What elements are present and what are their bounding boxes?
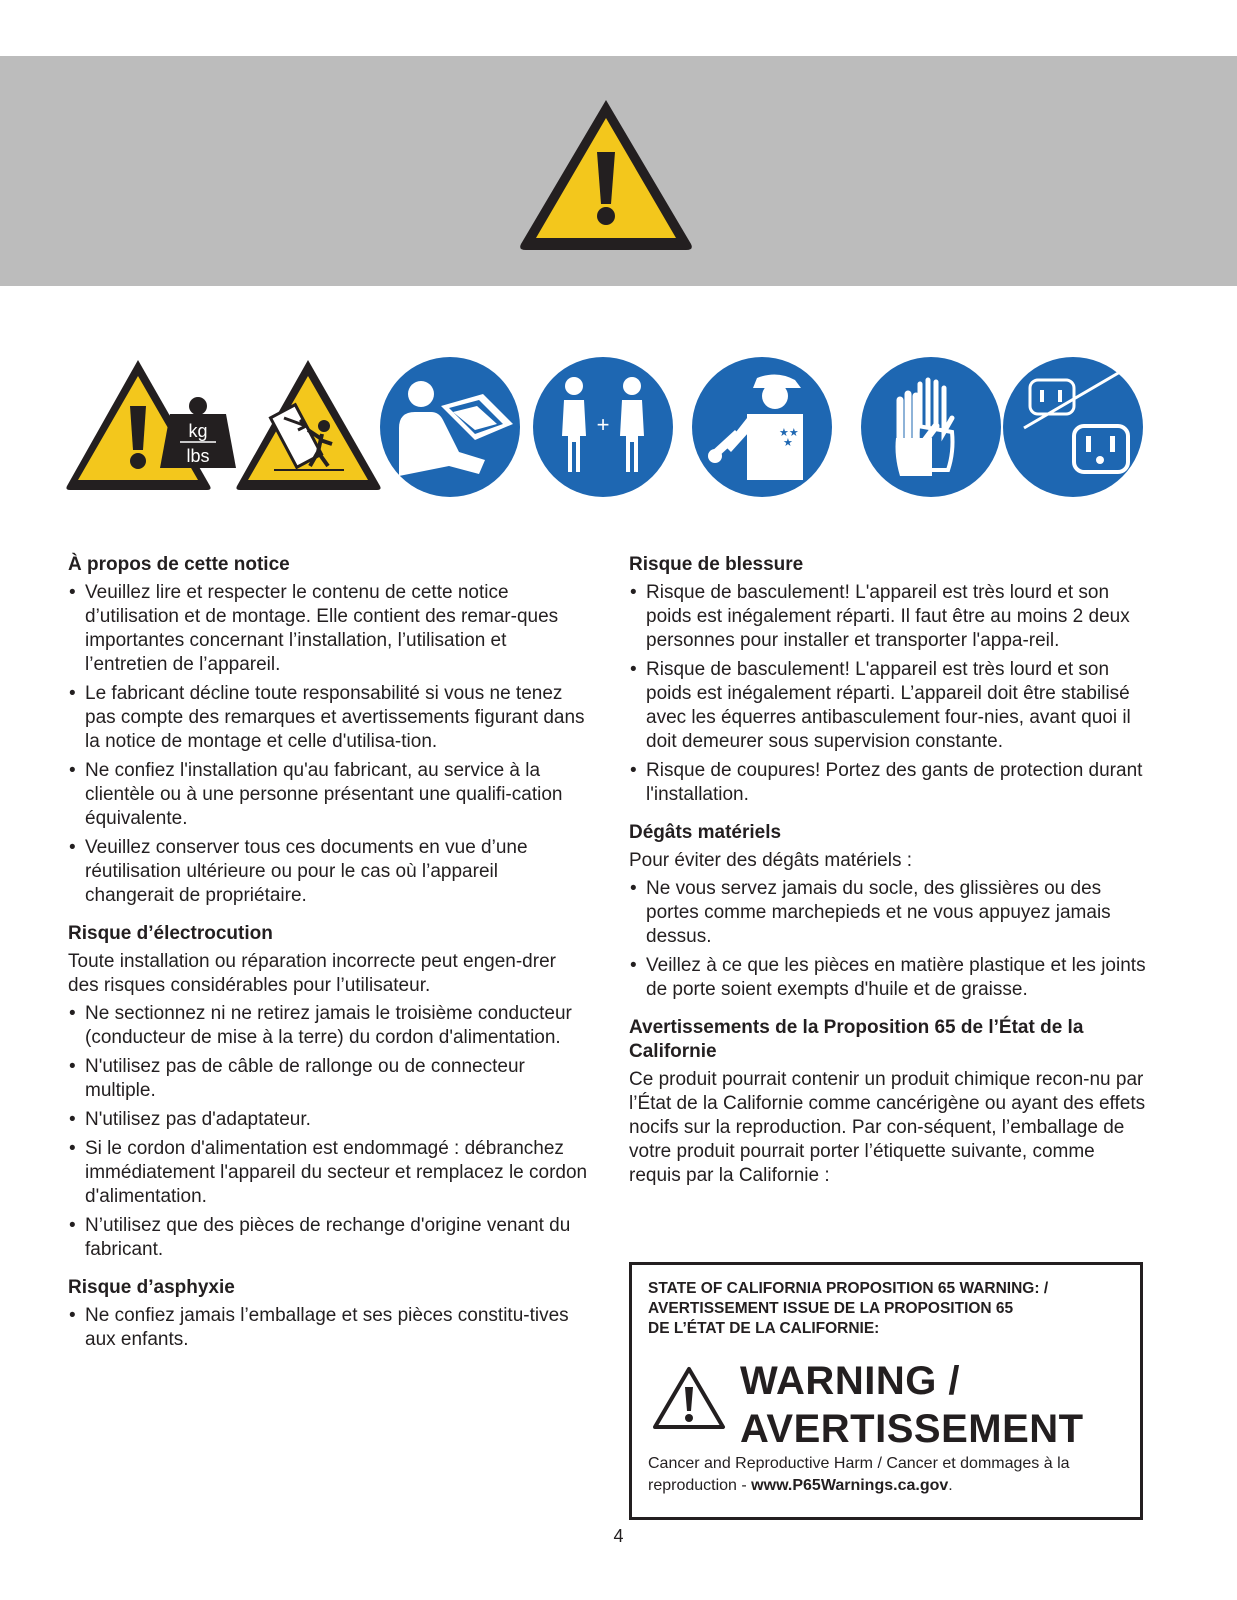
list-item: • N’utilisez que des pièces de rechange d'origine venant du fabricant. — [68, 1214, 588, 1262]
prop65-url: www.P65Warnings.ca.gov — [751, 1477, 949, 1494]
list-item: • Risque de basculement! L'appareil est très lourd et son poids est inégalement réparti. Il faut être au moins 2 deux personnes pour installer et transporter l'appa-reil. — [629, 581, 1149, 653]
warning-triangle-outline-icon — [652, 1365, 726, 1431]
prop65-header — [648, 1279, 1138, 1339]
warning-heading-line: AVERTISSEMENT — [740, 1407, 1084, 1451]
list-item: • N'utilisez pas de câble de rallonge ou de connecteur multiple. — [68, 1055, 588, 1103]
section-asphyxia — [68, 1276, 588, 1352]
section-title: À propos de cette notice — [68, 554, 290, 575]
warning-heading — [740, 1357, 1084, 1453]
list-item: • Veuillez conserver tous ces documents en vue d’une réutilisation ultérieure ou pour le cas où l’appareil changerait de propriétaire. — [68, 836, 588, 908]
section-title: Risque de blessure — [629, 554, 804, 575]
list-item: • N'utilisez pas d'adaptateur. — [68, 1108, 588, 1132]
prop65-warning-label — [629, 1262, 1143, 1520]
prop65-header-line: AVERTISSEMENT ISSUE DE LA PROPOSITION 65 — [648, 1300, 1014, 1317]
section-intro: Pour éviter des dégâts matériels : — [629, 850, 913, 871]
list-item: • Si le cordon d'alimentation est endommagé : débranchez immédiatement l'appareil du secteur et remplacez le cordon d'alimentation. — [68, 1137, 588, 1209]
safety-icons-row — [64, 356, 1154, 496]
section-electrocution — [68, 922, 588, 1262]
section-intro: Toute installation ou réparation incorrecte peut engen-drer des risques considérables pour l’utilisateur. — [68, 951, 556, 996]
section-title: Dégâts matériels — [629, 822, 782, 843]
page-number: 4 — [613, 1526, 624, 1546]
section-title: Risque d’électrocution — [68, 923, 273, 944]
lbs-label: lbs — [186, 446, 210, 466]
two-persons-icon — [532, 356, 674, 498]
warning-triangle-icon — [516, 94, 696, 254]
list-item: • Ne sectionnez ni ne retirez jamais le troisième conducteur (conducteur de mise à la terre) du cordon d'alimentation. — [68, 1002, 588, 1050]
prop65-header-line: STATE OF CALIFORNIA PROPOSITION 65 WARNING: / — [648, 1280, 1049, 1297]
plus-label: + — [596, 412, 610, 437]
qualified-technician-icon — [691, 356, 833, 498]
section-prop65 — [629, 1016, 1149, 1188]
svg-text:★★: ★★ — [779, 426, 799, 439]
section-intro: Ce produit pourrait contenir un produit chimique recon-nu par l’État de la Californie comme cancérigène ou ayant des effets nocifs sur la reproduction. Par con-séquent, l’emballage de votre produit pourrait porter l’étiquette suivante, comme requis par la Californie : — [629, 1069, 1146, 1186]
warning-heading-line: WARNING / — [740, 1359, 961, 1403]
section-title: Risque d’asphyxie — [68, 1277, 235, 1298]
right-column — [629, 553, 1149, 1202]
section-material-damage — [629, 821, 1149, 1002]
prop65-footer-end: . — [948, 1477, 953, 1494]
tipping-hazard-warning-icon — [234, 356, 382, 492]
kg-label: kg — [188, 421, 208, 441]
list-item: • Le fabricant décline toute responsabilité si vous ne tenez pas compte des remarques et avertissements figurant dans la notice de montage et celle d'utilisa-tion. — [68, 682, 588, 754]
svg-text:★: ★ — [783, 436, 793, 449]
prop65-header-line: DE L’ÉTAT DE LA CALIFORNIE: — [648, 1320, 880, 1337]
section-about-notice — [68, 553, 588, 908]
prop65-footer — [648, 1453, 1138, 1497]
list-item: • Veuillez lire et respecter le contenu de cette notice d’utilisation et de montage. Elle contient des remar-ques importantes concernant l’installation, l’utilisation et l’entretien de l’appareil. — [68, 581, 588, 677]
section-title: Avertissements de la Proposition 65 de l’État de la Californie — [629, 1017, 1084, 1062]
list-item: • Risque de basculement! L'appareil est très lourd et son poids est inégalement réparti. L’appareil doit être stabilisé avec les équerres antibasculement four-nies, avant quoi il doit demeurer sous supervision constante. — [629, 658, 1149, 754]
wear-gloves-icon — [860, 356, 1002, 498]
section-injury — [629, 553, 1149, 807]
no-adapter-outlet-icon — [1002, 356, 1144, 498]
list-item: • Veillez à ce que les pièces en matière plastique et les joints de porte soient exempts d'huile et de graisse. — [629, 954, 1149, 1002]
heavy-load-warning-icon — [64, 356, 240, 492]
left-column — [68, 553, 588, 1366]
list-item: • Ne confiez l'installation qu'au fabricant, au service à la clientèle ou à une personne présentant une qualifi-cation équivalente. — [68, 759, 588, 831]
list-item: • Risque de coupures! Portez des gants de protection durant l'installation. — [629, 759, 1149, 807]
read-manual-icon — [379, 356, 521, 498]
prop65-footer-text: Cancer and Reproductive Harm / Cancer et dommages à la reproduction - — [648, 1455, 1070, 1494]
list-item: • Ne vous servez jamais du socle, des glissières ou des portes comme marchepieds et ne vous appuyez jamais dessus. — [629, 877, 1149, 949]
list-item: • Ne confiez jamais l’emballage et ses pièces constitu-tives aux enfants. — [68, 1304, 588, 1352]
